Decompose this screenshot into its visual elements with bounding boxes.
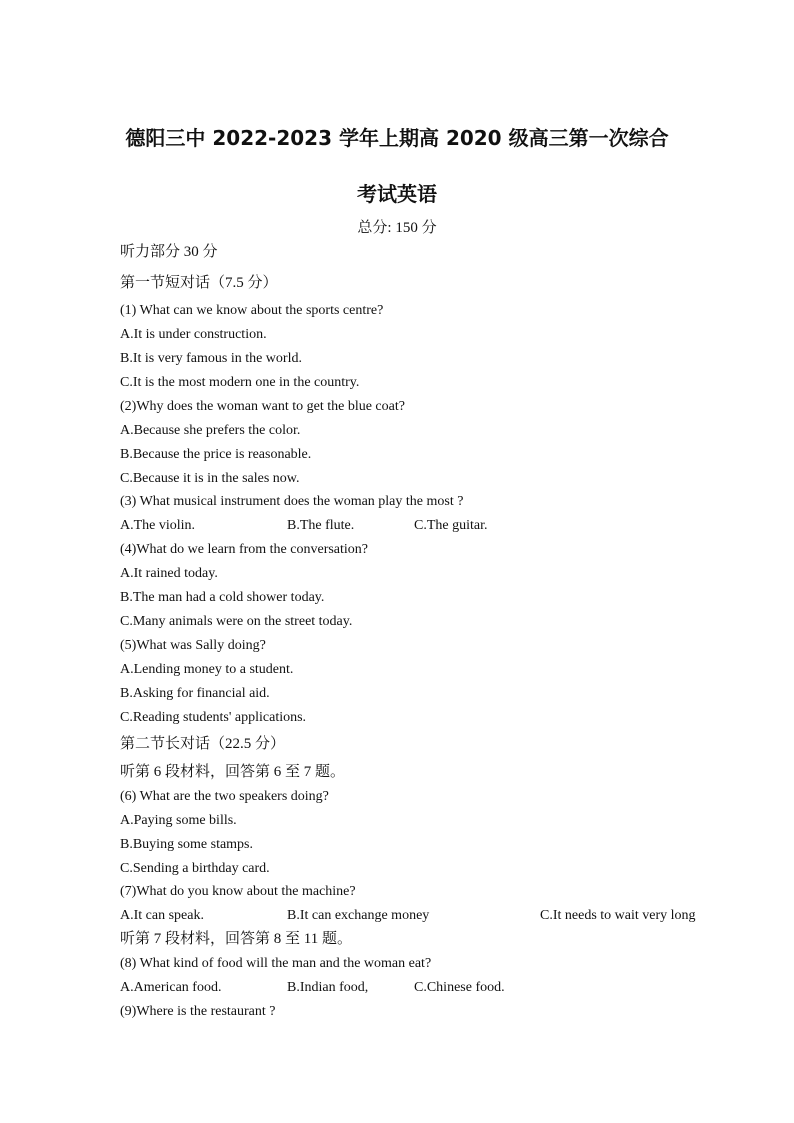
question-option: A.Paying some bills. bbox=[120, 813, 237, 828]
exam-title-line2: 考试英语 bbox=[357, 182, 437, 206]
part-listening: 听力部分 30 分 bbox=[120, 244, 218, 260]
section1-heading: 第一节短对话（7.5 分） bbox=[120, 275, 278, 291]
question-option: B.The man had a cold shower today. bbox=[120, 590, 325, 605]
total-score: 总分: 150 分 bbox=[357, 220, 437, 236]
question-option: C.Reading students' applications. bbox=[120, 710, 307, 725]
question-option: A.It can speak. bbox=[120, 908, 204, 923]
question-stem: (7)What do you know about the machine? bbox=[120, 884, 356, 899]
question-option: A.Lending money to a student. bbox=[120, 662, 294, 677]
question-option: A.It is under construction. bbox=[120, 327, 267, 342]
exam-title-line1: 德阳三中 2022-2023 学年上期高 2020 级高三第一次综合 bbox=[125, 126, 669, 150]
question-option: B.Asking for financial aid. bbox=[120, 686, 270, 701]
question-option: C.Sending a birthday card. bbox=[120, 861, 270, 876]
section2-heading: 第二节长对话（22.5 分） bbox=[120, 736, 286, 752]
question-stem: (1) What can we know about the sports centre? bbox=[120, 303, 384, 318]
question-stem: (5)What was Sally doing? bbox=[120, 638, 266, 653]
material-instruction: 听第 7 段材料，回答第 8 至 11 题。 bbox=[120, 931, 352, 947]
question-option: A.The violin. bbox=[120, 518, 196, 533]
question-option: B.The flute. bbox=[287, 518, 355, 533]
question-stem: (8) What kind of food will the man and the woman eat? bbox=[120, 956, 432, 971]
question-option: B.It can exchange money bbox=[287, 908, 430, 923]
question-option: A.It rained today. bbox=[120, 566, 218, 581]
question-option: C.Many animals were on the street today. bbox=[120, 614, 353, 629]
question-option: C.Chinese food. bbox=[414, 980, 505, 995]
question-option: B.Indian food, bbox=[287, 980, 369, 995]
question-option: C.The guitar. bbox=[414, 518, 488, 533]
question-stem: (9)Where is the restaurant ? bbox=[120, 1004, 276, 1019]
question-option: C.It is the most modern one in the country. bbox=[120, 375, 360, 390]
question-option: C.It needs to wait very long bbox=[540, 908, 696, 923]
question-stem: (4)What do we learn from the conversation? bbox=[120, 542, 369, 557]
question-option: A.Because she prefers the color. bbox=[120, 423, 301, 438]
question-option: B.Buying some stamps. bbox=[120, 837, 254, 852]
question-option: B.Because the price is reasonable. bbox=[120, 447, 312, 462]
question-option: C.Because it is in the sales now. bbox=[120, 471, 300, 486]
question-stem: (6) What are the two speakers doing? bbox=[120, 789, 329, 804]
question-option: A.American food. bbox=[120, 980, 222, 995]
question-stem: (3) What musical instrument does the woman play the most ? bbox=[120, 494, 464, 509]
material-instruction: 听第 6 段材料，回答第 6 至 7 题。 bbox=[120, 764, 346, 780]
question-option: B.It is very famous in the world. bbox=[120, 351, 302, 366]
question-stem: (2)Why does the woman want to get the blue coat? bbox=[120, 399, 405, 414]
